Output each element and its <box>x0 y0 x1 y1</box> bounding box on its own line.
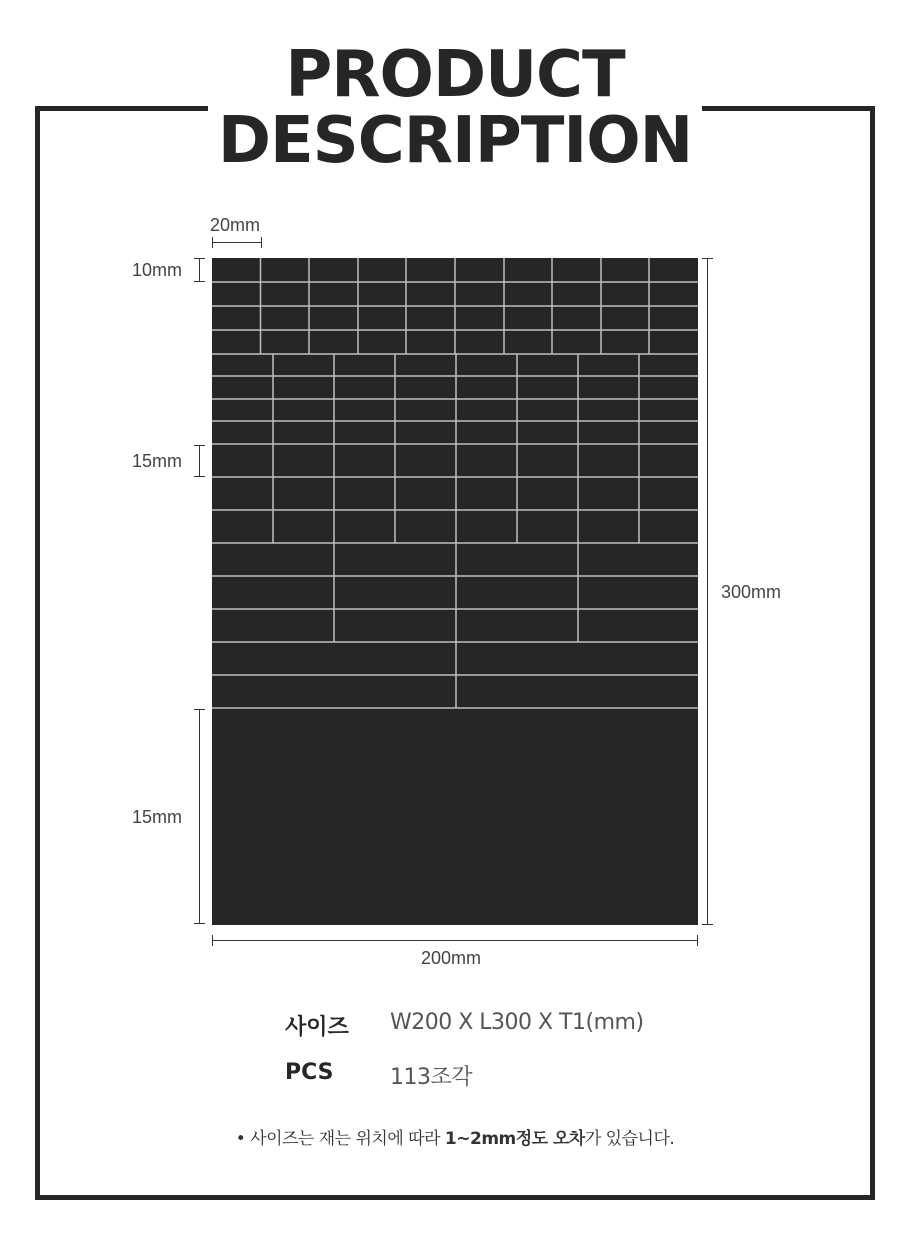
row-height-10mm-line <box>199 258 200 282</box>
cell-width-tick-right <box>261 237 262 248</box>
row-height-10mm-label: 10mm <box>132 260 183 280</box>
bottom-block-tick-top <box>194 709 205 710</box>
cell-width-tick-left <box>212 237 213 248</box>
spec-value-size: W200 X L300 X T1(mm) <box>390 1010 644 1035</box>
spec-key-pcs: PCS <box>285 1060 334 1085</box>
sheet-width-tick-left <box>212 935 213 946</box>
tolerance-note <box>0 1124 910 1149</box>
row-height-15mm-label: 15mm <box>132 451 183 471</box>
cell-width-label: 20mm <box>210 215 261 235</box>
tile-grid <box>212 258 698 925</box>
row-height-15mm-line <box>199 445 200 477</box>
sheet-height-label: 300mm <box>721 582 782 602</box>
title-line-1: PRODUCT <box>285 38 625 112</box>
spec-value-pcs: 113조각 <box>390 1065 472 1090</box>
sheet-width-tick-right <box>697 935 698 946</box>
sheet-width-label: 200mm <box>421 948 482 968</box>
bottom-block-height-label: 15mm <box>132 807 183 827</box>
sheet-height-tick-bottom <box>702 924 713 925</box>
row-height-10mm-tick-bottom <box>194 281 205 282</box>
row-height-15mm-tick-bottom <box>194 476 205 477</box>
row-height-10mm-tick-top <box>194 258 205 259</box>
bottom-block-tick-bottom <box>194 923 205 924</box>
tile-sheet <box>212 258 698 925</box>
bottom-block-height-line <box>199 709 200 924</box>
title-line-2: DESCRIPTION <box>217 104 693 178</box>
row-height-15mm-tick-top <box>194 445 205 446</box>
sheet-height-line <box>707 258 708 925</box>
note-suffix: 가 있습니다. <box>584 1129 675 1149</box>
spec-key-size: 사이즈 <box>285 1015 349 1040</box>
note-emphasis: 1~2mm정도 오차 <box>444 1129 585 1149</box>
sheet-height-tick-top <box>702 258 713 259</box>
cell-width-line <box>212 242 262 243</box>
page-title <box>0 38 910 178</box>
note-prefix: • 사이즈는 재는 위치에 따라 <box>235 1129 445 1149</box>
sheet-width-line <box>212 940 698 941</box>
